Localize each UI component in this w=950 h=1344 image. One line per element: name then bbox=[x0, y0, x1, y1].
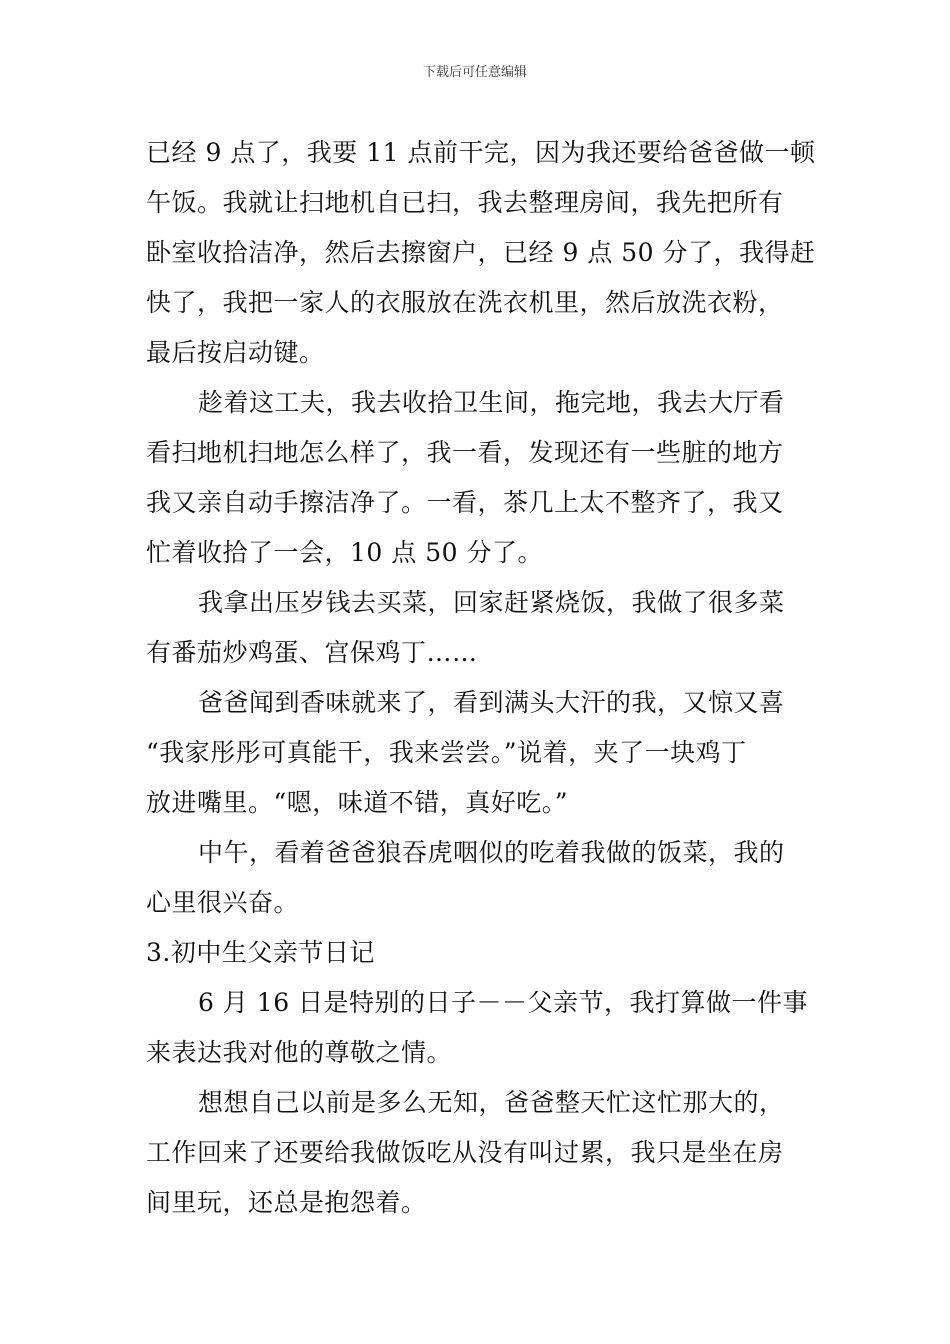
text-line: “我家彤彤可真能干，我来尝尝。”说着，夹了一块鸡丁 bbox=[146, 738, 747, 767]
text-line: 我又亲自动手擦洁净了。一看，茶几上太不整齐了，我又 bbox=[146, 488, 784, 517]
text-line: 来表达我对他的尊敬之情。 bbox=[146, 1038, 453, 1067]
text-line: 午饭。我就让扫地机自已扫，我去整理房间，我先把所有 bbox=[146, 188, 784, 217]
text-line: 已经 9 点了，我要 11 点前干完，因为我还要给爸爸做一顿 bbox=[146, 138, 816, 167]
text-line: 卧室收拾洁净，然后去擦窗户，已经 9 点 50 分了，我得赶 bbox=[146, 238, 816, 267]
paragraph bbox=[146, 678, 808, 828]
text-line: 有番茄炒鸡蛋、宫保鸡丁…… bbox=[146, 638, 478, 667]
paragraph bbox=[146, 1078, 808, 1228]
text-line: 趁着这工夫，我去收拾卫生间，拖完地，我去大厅看 bbox=[198, 388, 785, 417]
text-line: 心里很兴奋。 bbox=[146, 888, 300, 917]
text-line: 爸爸闻到香味就来了，看到满头大汗的我，又惊又喜 bbox=[198, 688, 785, 717]
text-line: 放进嘴里。“嗯，味道不错，真好吃。” bbox=[146, 788, 569, 817]
text-line: 工作回来了还要给我做饭吃从没有叫过累，我只是坐在房 bbox=[146, 1138, 784, 1167]
text-line: 看扫地机扫地怎么样了，我一看，发现还有一些脏的地方 bbox=[146, 438, 784, 467]
text-line: 最后按启动键。 bbox=[146, 338, 325, 367]
text-line: 快了，我把一家人的衣服放在洗衣机里，然后放洗衣粉， bbox=[146, 288, 784, 317]
paragraph bbox=[146, 978, 808, 1078]
paragraph bbox=[146, 578, 808, 678]
header-note: 下载后可任意编辑 bbox=[422, 65, 527, 80]
paragraph bbox=[146, 828, 808, 928]
paragraph bbox=[146, 128, 816, 378]
document-body bbox=[146, 128, 816, 1228]
section-heading bbox=[146, 928, 808, 978]
text-line: 6 月 16 日是特别的日子－－父亲节，我打算做一件事 bbox=[198, 988, 809, 1017]
text-line: 间里玩，还总是抱怨着。 bbox=[146, 1188, 427, 1217]
text-line: 中午，看着爸爸狼吞虎咽似的吃着我做的饭菜，我的 bbox=[198, 838, 785, 867]
text-line: 忙着收拾了一会，10 点 50 分了。 bbox=[146, 538, 543, 567]
text-line: 3.初中生父亲节日记 bbox=[146, 938, 375, 967]
text-line: 想想自己以前是多么无知，爸爸整天忙这忙那大的， bbox=[198, 1088, 785, 1117]
text-line: 我拿出压岁钱去买菜，回家赶紧烧饭，我做了很多菜 bbox=[198, 588, 785, 617]
paragraph bbox=[146, 378, 808, 578]
